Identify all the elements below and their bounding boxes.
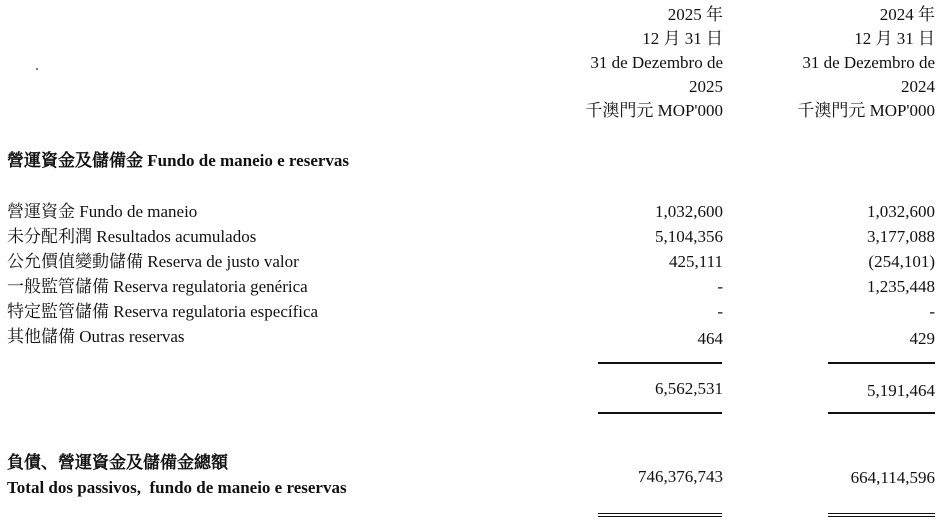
row-value-2024: - bbox=[929, 302, 935, 321]
row-value-2024: (254,101) bbox=[868, 252, 935, 271]
row-value-2024: 1,235,448 bbox=[867, 277, 935, 296]
row-label-other-reserves: 其他儲備 Outras reservas bbox=[7, 327, 185, 346]
row-value-2024: 429 bbox=[909, 329, 935, 348]
row-value-2024: 3,177,088 bbox=[867, 227, 935, 246]
header-unit: 千澳門元 MOP'000 bbox=[585, 101, 723, 120]
total-value-2024: 664,114,596 bbox=[850, 468, 935, 487]
header-year: 2024 年 bbox=[879, 5, 935, 24]
header-date-zh: 12 月 31 日 bbox=[854, 29, 935, 48]
header-year-pt: 2025 bbox=[689, 77, 723, 96]
scan-speck bbox=[36, 68, 38, 70]
column-header-2024 bbox=[797, 3, 935, 123]
row-label-retained-earnings: 未分配利潤 Resultados acumulados bbox=[7, 227, 257, 246]
row-label-fair-value-reserve: 公允價值變動儲備 Reserva de justo valor bbox=[7, 252, 299, 271]
row-label-working-fund: 營運資金 Fundo de maneio bbox=[7, 202, 198, 221]
section-title: 營運資金及儲備金 Fundo de maneio e reservas bbox=[7, 151, 350, 170]
subtotal-value-2024: 5,191,464 bbox=[867, 381, 935, 400]
row-value-2025: - bbox=[717, 302, 723, 321]
row-value-2025: 5,104,356 bbox=[655, 227, 723, 246]
subtotal-top-rule-2025 bbox=[598, 362, 722, 364]
header-date-pt: 31 de Dezembro de bbox=[590, 53, 723, 72]
header-year-pt: 2024 bbox=[901, 77, 935, 96]
subtotal-bottom-rule-2024 bbox=[828, 412, 935, 414]
total-value-2025: 746,376,743 bbox=[638, 467, 723, 486]
total-double-rule-2024 bbox=[828, 513, 935, 517]
row-label-specific-regulatory-reserve: 特定監管儲備 Reserva regulatoria específica bbox=[7, 302, 319, 321]
row-value-2025: 425,111 bbox=[669, 252, 723, 271]
row-label-general-regulatory-reserve: 一般監管儲備 Reserva regulatoria genérica bbox=[7, 277, 308, 296]
column-header-2025 bbox=[585, 3, 723, 123]
header-year: 2025 年 bbox=[667, 5, 723, 24]
header-date-pt: 31 de Dezembro de bbox=[802, 53, 935, 72]
row-value-2024: 1,032,600 bbox=[867, 202, 935, 221]
total-double-rule-2025 bbox=[598, 513, 722, 517]
subtotal-value-2025: 6,562,531 bbox=[655, 379, 723, 398]
row-value-2025: 1,032,600 bbox=[655, 202, 723, 221]
row-value-2025: 464 bbox=[697, 329, 723, 348]
subtotal-top-rule-2024 bbox=[828, 362, 935, 364]
header-date-zh: 12 月 31 日 bbox=[642, 29, 723, 48]
subtotal-bottom-rule-2025 bbox=[598, 412, 722, 414]
row-value-2025: - bbox=[717, 277, 723, 296]
total-label-pt: Total dos passivos, fundo de maneio e reservas bbox=[7, 478, 347, 497]
header-unit: 千澳門元 MOP'000 bbox=[797, 101, 935, 120]
total-label-zh: 負債、營運資金及儲備金總額 bbox=[7, 453, 228, 472]
